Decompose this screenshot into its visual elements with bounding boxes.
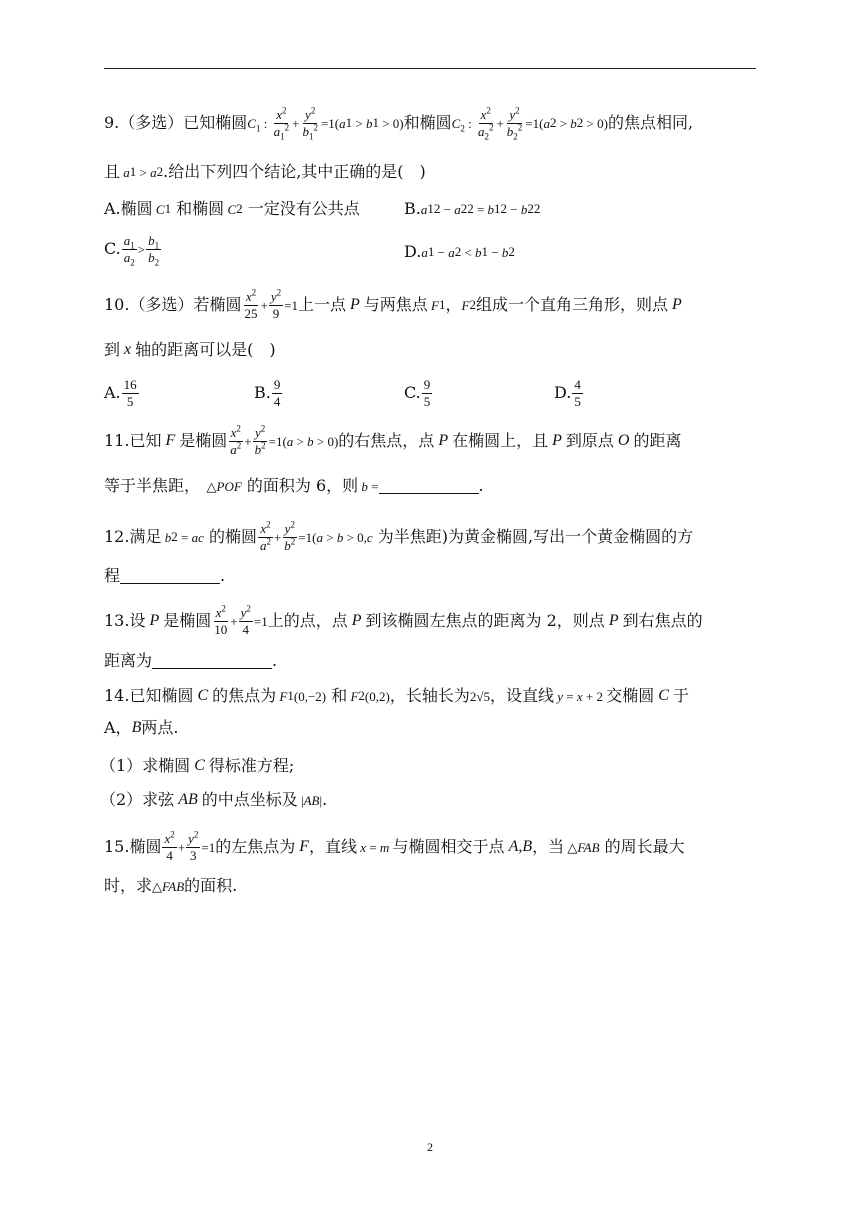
q12-line2: 程 . — [104, 566, 226, 585]
q9-frac-x-a2: $\frac{x^2}{a_2^2}$ — [477, 105, 494, 142]
q9-option-d: D. a 1 − a 2 < b 1 − b 2 — [404, 242, 515, 261]
q14-number: 14. — [104, 686, 130, 705]
q9-line1: 9. （多选） 已知椭圆 $C_1$ : $\frac{x^2}{a_1^2}$ + $\frac{y^2}{b_1^2}$ =1( a 1 > b 1 > 0) 和椭圆 $C_2$ : $\frac{x^2}{a_2^2}$ + $\frac{y^2}{b_2^2}$ =1( a 2 > b 2 > 0) 的焦点相同, — [104, 105, 694, 142]
q10-option-d: D. $\frac{4}{5}$ — [554, 377, 581, 409]
q14-line2: A， B 两点. — [104, 718, 179, 737]
q9-frac-y-b2: $\frac{y^2}{b_2^2}$ — [506, 105, 523, 142]
q9-c2: $C_2$ — [451, 115, 465, 134]
header-rule — [104, 68, 756, 69]
q15-line2: 时，求 △ FAB 的面积. — [104, 876, 238, 895]
q9-option-b: B. a 1 2 − a 2 2 = b 1 2 − b 2 2 — [404, 199, 541, 218]
q12-answer-blank[interactable] — [120, 569, 220, 584]
q9-c1: $C_1$ — [247, 115, 261, 134]
q9-line2: 且 a 1 > a 2 .给出下列四个结论,其中正确的是( ) — [104, 162, 426, 181]
q9-option-c: C. $\frac{a_1}{a_2}$ > $\frac{b_1}{b_2}$ — [104, 233, 160, 268]
q10-number: 10. — [104, 295, 130, 315]
page-number: 2 — [427, 1140, 433, 1154]
q15-number: 15. — [104, 837, 130, 857]
q13-line1: 13. 设 P 是椭圆 $\frac{x^2}{10}$ + $\frac{y^2}{4}$ =1 上的点，点 P 到该椭圆左焦点的距离为 2，则点 P 到右焦点的 — [104, 603, 703, 637]
q10-option-c: C. $\frac{9}{5}$ — [404, 377, 431, 409]
q10-line1: 10. （多选） 若椭圆 $\frac{x^2}{25}$ + $\frac{y^2}{9}$ =1 上一点 P 与两焦点 F 1 ， F 2 组成一个直角三角形，则点 P — [104, 287, 682, 321]
q12-line1: 12. 满足 b 2 = ac 的椭圆 $\frac{x^2}{a^2}$ + $\frac{y^2}{b^2}$ =1( a > b > 0, c 为半焦距)为黄金椭圆,写出一个黄金椭圆的方 — [104, 519, 694, 553]
q11-number: 11. — [104, 431, 130, 451]
q10-option-b: B. $\frac{9}{4}$ — [254, 377, 281, 409]
q10-option-a: A. $\frac{16}{5}$ — [104, 377, 137, 409]
q9-number: 9. — [104, 113, 120, 133]
q11-line1: 11. 已知 F 是椭圆 $\frac{x^2}{a^2}$ + $\frac{y^2}{b^2}$ =1( a > b > 0) 的右焦点，点 P 在椭圆上，且 P 到原点 O 的距离 — [104, 423, 682, 457]
q10-line2: 到 x 轴的距离可以是( ) — [104, 340, 276, 359]
q12-number: 12. — [104, 527, 130, 547]
q15-line1: 15. 椭圆 $\frac{x^2}{4}$ + $\frac{y^2}{3}$ =1 的左焦点为 F ，直线 x = m 与椭圆相交于点 A,B ，当 △ FAB 的周长最大 — [104, 829, 685, 863]
q14-part1: （1）求椭圆 C 得标准方程; — [100, 756, 295, 775]
q13-line2: 距离为 . — [104, 651, 278, 670]
q11-answer-blank[interactable] — [379, 479, 479, 494]
q14-line1: 14. 已知椭圆 C 的焦点为 F 1 (0,−2) 和 F 2 (0,2) ，长轴长为 2√5 ，设直线 y = x + 2 交椭圆 C 于 — [104, 686, 689, 705]
q9-option-a: A.椭圆 C 1 和椭圆 C 2 一定没有公共点 — [104, 199, 360, 218]
q9-tag: （多选） — [119, 113, 184, 133]
q13-number: 13. — [104, 611, 130, 631]
q9-frac-y-b1: $\frac{y^2}{b_1^2}$ — [302, 105, 318, 142]
q11-line2: 等于半焦距， △ POF 的面积为 6，则 b = . — [104, 476, 484, 495]
q9-frac-x-a1: $\frac{x^2}{a_1^2}$ — [273, 105, 290, 142]
q13-answer-blank[interactable] — [152, 654, 272, 669]
q14-part2: （2）求弦 AB 的中点坐标及 | AB | . — [100, 790, 328, 809]
